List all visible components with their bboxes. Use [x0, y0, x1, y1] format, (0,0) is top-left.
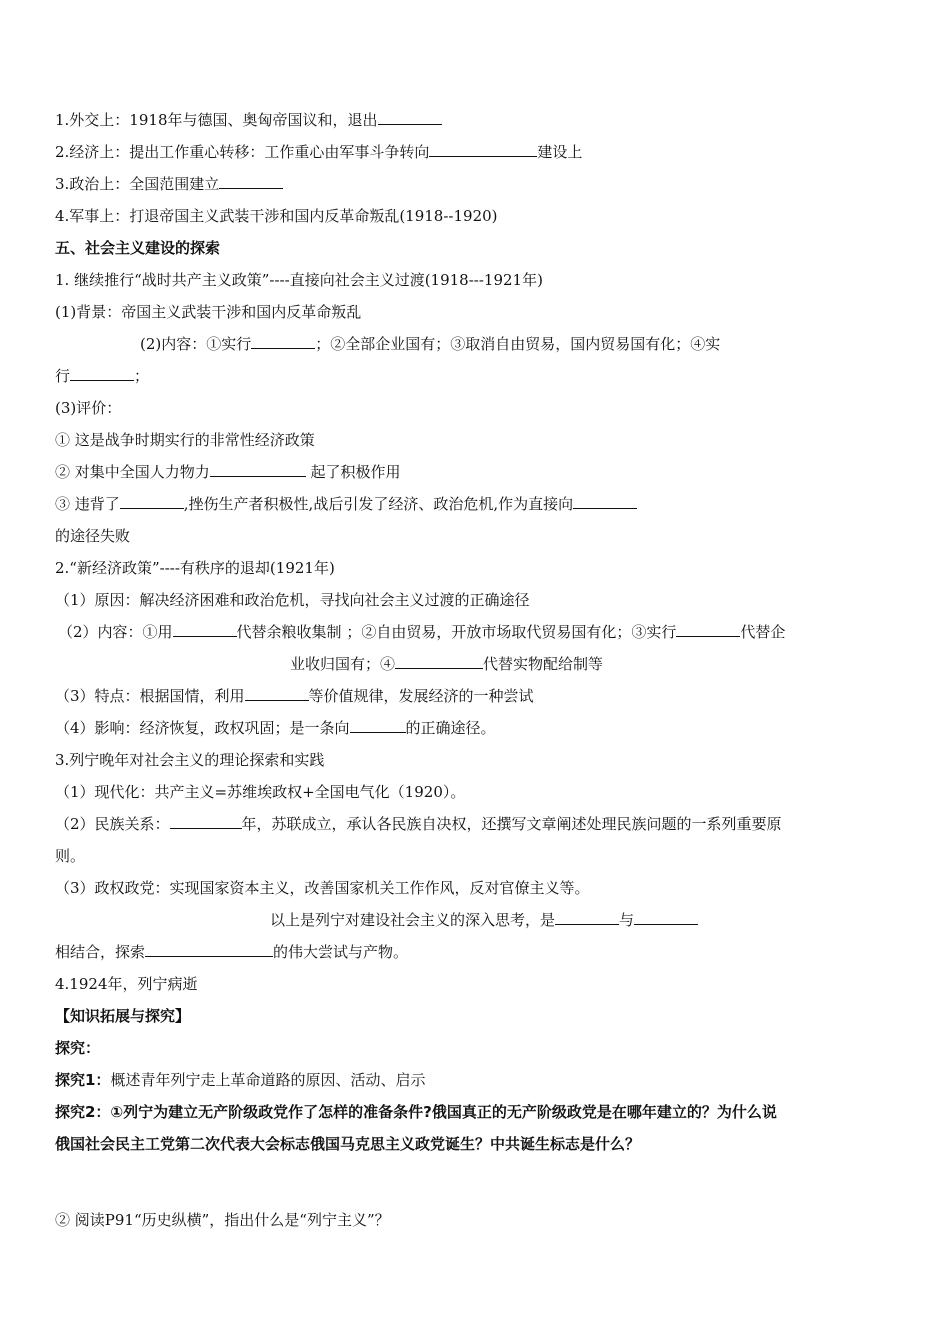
subsection-4: 4.1924年，列宁病逝: [55, 975, 198, 993]
section-heading: 五、社会主义建设的探索: [55, 239, 221, 257]
blank[interactable]: [350, 718, 406, 733]
subsection-3: 3.列宁晚年对社会主义的理论探索和实践: [55, 751, 325, 769]
blank[interactable]: [251, 334, 315, 349]
s1-eval-1: ① 这是战争时期实行的非常性经济政策: [55, 431, 315, 449]
blank[interactable]: [245, 686, 309, 701]
blank[interactable]: [573, 494, 637, 509]
s3-modernization: （1）现代化：共产主义=苏维埃政权+全国电气化（1920）。: [55, 783, 466, 801]
explore-3: ② 阅读P91“历史纵横”，指出什么是“列宁主义”？: [55, 1211, 390, 1229]
blank[interactable]: [173, 622, 237, 637]
explore-1: 探究1：概述青年列宁走上革命道路的原因、活动、启示: [55, 1071, 426, 1089]
explore-2: 探究2：①列宁为建立无产阶级政党作了怎样的准备条件?俄国真正的无产阶级政党是在哪年建立的？为什么说: [55, 1103, 777, 1121]
s2-impact: （4）影响：经济恢复，政权巩固；是一条向 的正确途径。: [55, 719, 496, 737]
line-diplomacy: 1.外交上：1918年与德国、奥匈帝国议和，退出: [55, 110, 442, 130]
knowledge-heading: 【知识拓展与探究】: [55, 1007, 191, 1025]
s2-feature: （3）特点：根据国情，利用 等价值规律，发展经济的一种尝试: [55, 687, 534, 705]
s2-content-cont: 业收归国有；④ 代替实物配给制等: [290, 655, 604, 673]
blank[interactable]: [634, 910, 698, 925]
blank[interactable]: [429, 142, 537, 157]
s1-content: (2)内容：①实行 ；②全部企业国有；③取消自由贸易，国内贸易国有化；④实: [140, 335, 721, 353]
line-economy: 2.经济上：提出工作重心转移：工作重心由军事斗争转向 建设上: [55, 143, 583, 161]
blank[interactable]: [378, 110, 442, 125]
subsection-1: 1. 继续推行“战时共产主义政策”----直接向社会主义过渡(1918---1921年): [55, 271, 543, 289]
s1-eval-3-cont: 的途径失败: [55, 527, 131, 545]
blank[interactable]: [120, 494, 184, 509]
line-politics: 3.政治上：全国范围建立: [55, 174, 283, 194]
s3-summary: 以上是列宁对建设社会主义的深入思考，是 与: [270, 910, 698, 930]
s1-eval-3: ③ 违背了 ,挫伤生产者积极性,战后引发了经济、政治危机,作为直接向: [55, 494, 637, 514]
blank[interactable]: [555, 910, 619, 925]
s3-political: （3）政权政党：实现国家资本主义，改善国家机关工作作风，反对官僚主义等。: [55, 879, 590, 897]
s3-nationality-cont: 则。: [55, 847, 86, 865]
s2-reason: （1）原因：解决经济困难和政治危机，寻找向社会主义过渡的正确途径: [55, 591, 530, 609]
explore-heading: 探究：: [55, 1039, 101, 1057]
blank[interactable]: [219, 174, 283, 189]
s1-evaluation: (3)评价：: [55, 399, 122, 417]
s2-content: （2）内容：①用 代替余粮收集制 ；②自由贸易，开放市场取代贸易国有化；③实行 代替企: [58, 623, 786, 641]
blank[interactable]: [676, 622, 740, 637]
blank[interactable]: [210, 462, 306, 477]
blank[interactable]: [145, 942, 273, 957]
blank[interactable]: [70, 366, 134, 381]
line-military: 4.军事上：打退帝国主义武装干涉和国内反革命叛乱(1918--1920): [55, 207, 498, 225]
s1-eval-2: ② 对集中全国人力物力 起了积极作用: [55, 463, 401, 481]
subsection-2: 2.“新经济政策”----有秩序的退却(1921年): [55, 559, 335, 577]
blank[interactable]: [395, 654, 483, 669]
explore-2-cont: 俄国社会民主工党第二次代表大会标志俄国马克思主义政党诞生？中共诞生标志是什么？: [55, 1135, 641, 1153]
s3-summary-cont: 相结合，探索 的伟大尝试与产物。: [55, 943, 409, 961]
s3-nationality: （2）民族关系： 年，苏联成立，承认各民族自决权，还撰写文章阐述处理民族问题的一系列重要原: [55, 815, 782, 833]
blank[interactable]: [170, 814, 242, 829]
s1-content-cont: 行 ；: [55, 367, 150, 385]
s1-background: (1)背景：帝国主义武装干涉和国内反革命叛乱: [55, 303, 362, 321]
